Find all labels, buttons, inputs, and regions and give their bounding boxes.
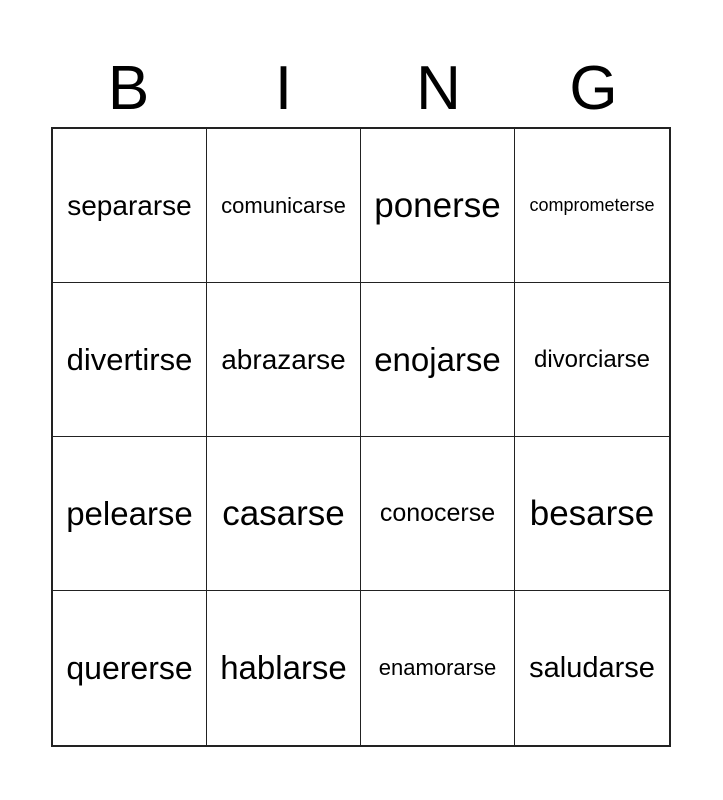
bingo-cell[interactable] [515, 591, 669, 745]
cell-word: conocerse [379, 499, 496, 527]
cell-word: abrazarse [221, 343, 346, 375]
bingo-cell[interactable] [361, 283, 515, 437]
cell-word: hablarse [220, 649, 347, 686]
bingo-cell[interactable] [207, 129, 361, 283]
cell-word: besarse [529, 493, 655, 533]
cell-word: casarse [222, 493, 345, 533]
bingo-cell[interactable] [207, 283, 361, 437]
cell-word: pelearse [66, 494, 193, 532]
bingo-header [51, 50, 671, 128]
bingo-cell[interactable] [207, 437, 361, 591]
cell-word: enojarse [374, 340, 501, 378]
bingo-cell[interactable] [207, 591, 361, 745]
header-letter-i: I [274, 54, 293, 123]
cell-word: ponerse [374, 185, 501, 225]
cell-word: saludarse [529, 651, 655, 684]
cell-word: divertirse [66, 341, 193, 377]
bingo-cell[interactable] [53, 283, 207, 437]
header-letter-b: B [107, 54, 150, 123]
bingo-cell[interactable] [53, 591, 207, 745]
header-letter-n: N [416, 54, 461, 123]
bingo-cell[interactable] [515, 437, 669, 591]
header-letter-g: G [569, 54, 618, 123]
bingo-cell[interactable] [361, 129, 515, 283]
bingo-board [51, 127, 671, 747]
cell-word: comprometerse [529, 195, 655, 215]
bingo-cell[interactable] [361, 591, 515, 745]
bingo-cell[interactable] [515, 283, 669, 437]
cell-word: quererse [66, 649, 193, 686]
bingo-cell[interactable] [515, 129, 669, 283]
cell-word: separarse [67, 189, 192, 221]
cell-word: comunicarse [221, 192, 346, 218]
cell-word: enamorarse [378, 655, 497, 680]
bingo-cell[interactable] [361, 437, 515, 591]
bingo-cell[interactable] [53, 129, 207, 283]
bingo-cell[interactable] [53, 437, 207, 591]
cell-word: divorciarse [533, 345, 651, 373]
